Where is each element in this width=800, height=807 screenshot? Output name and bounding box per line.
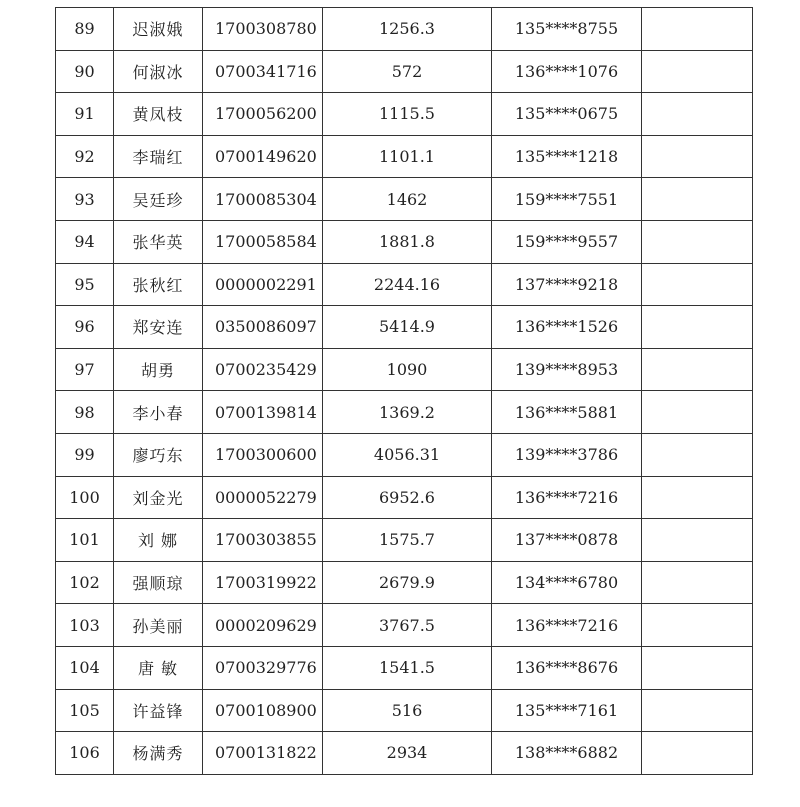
table-row — [56, 391, 753, 434]
phone-cell: 136****8676 — [492, 646, 642, 689]
note-cell — [642, 135, 753, 178]
account-number-cell: 1700319922 — [203, 561, 323, 604]
account-number-cell: 1700085304 — [203, 178, 323, 221]
table-row — [56, 93, 753, 136]
note-cell — [642, 689, 753, 732]
row-number-cell: 94 — [56, 220, 114, 263]
amount-cell: 2679.9 — [323, 561, 492, 604]
note-cell — [642, 561, 753, 604]
row-number-cell: 90 — [56, 50, 114, 93]
amount-cell: 3767.5 — [323, 604, 492, 647]
name-cell: 孙美丽 — [114, 604, 203, 647]
amount-cell: 1101.1 — [323, 135, 492, 178]
phone-cell: 136****7216 — [492, 604, 642, 647]
amount-cell: 1369.2 — [323, 391, 492, 434]
note-cell — [642, 306, 753, 349]
note-cell — [642, 433, 753, 476]
name-cell: 刘 娜 — [114, 519, 203, 562]
row-number-cell: 106 — [56, 732, 114, 775]
table-row — [56, 604, 753, 647]
phone-cell: 135****0675 — [492, 93, 642, 136]
phone-cell: 138****6882 — [492, 732, 642, 775]
row-number-cell: 96 — [56, 306, 114, 349]
account-number-cell: 0700341716 — [203, 50, 323, 93]
amount-cell: 1462 — [323, 178, 492, 221]
account-number-cell: 0700329776 — [203, 646, 323, 689]
amount-cell: 1090 — [323, 348, 492, 391]
amount-cell: 2934 — [323, 732, 492, 775]
note-cell — [642, 178, 753, 221]
row-number-cell: 105 — [56, 689, 114, 732]
phone-cell: 139****3786 — [492, 433, 642, 476]
account-number-cell: 1700308780 — [203, 8, 323, 51]
name-cell: 何淑冰 — [114, 50, 203, 93]
name-cell: 廖巧东 — [114, 433, 203, 476]
table-row — [56, 8, 753, 51]
account-number-cell: 0700139814 — [203, 391, 323, 434]
note-cell — [642, 8, 753, 51]
phone-cell: 136****1076 — [492, 50, 642, 93]
table-row — [56, 135, 753, 178]
name-cell: 刘金光 — [114, 476, 203, 519]
row-number-cell: 101 — [56, 519, 114, 562]
amount-cell: 1541.5 — [323, 646, 492, 689]
row-number-cell: 95 — [56, 263, 114, 306]
phone-cell: 135****8755 — [492, 8, 642, 51]
note-cell — [642, 732, 753, 775]
table-row — [56, 306, 753, 349]
name-cell: 杨满秀 — [114, 732, 203, 775]
account-number-cell: 0000209629 — [203, 604, 323, 647]
amount-cell: 572 — [323, 50, 492, 93]
table-row — [56, 178, 753, 221]
name-cell: 郑安连 — [114, 306, 203, 349]
account-number-cell: 0700235429 — [203, 348, 323, 391]
row-number-cell: 93 — [56, 178, 114, 221]
amount-cell: 1881.8 — [323, 220, 492, 263]
amount-cell: 516 — [323, 689, 492, 732]
row-number-cell: 98 — [56, 391, 114, 434]
account-number-cell: 0700108900 — [203, 689, 323, 732]
name-cell: 吴廷珍 — [114, 178, 203, 221]
note-cell — [642, 391, 753, 434]
phone-cell: 137****9218 — [492, 263, 642, 306]
amount-cell: 1115.5 — [323, 93, 492, 136]
note-cell — [642, 263, 753, 306]
table-row — [56, 220, 753, 263]
phone-cell: 159****7551 — [492, 178, 642, 221]
name-cell: 唐 敏 — [114, 646, 203, 689]
account-number-cell: 1700058584 — [203, 220, 323, 263]
account-number-cell: 0350086097 — [203, 306, 323, 349]
table-row — [56, 50, 753, 93]
account-number-cell: 1700303855 — [203, 519, 323, 562]
row-number-cell: 102 — [56, 561, 114, 604]
account-number-cell: 0700149620 — [203, 135, 323, 178]
account-number-cell: 1700300600 — [203, 433, 323, 476]
name-cell: 黄凤枝 — [114, 93, 203, 136]
row-number-cell: 92 — [56, 135, 114, 178]
name-cell: 迟淑娥 — [114, 8, 203, 51]
note-cell — [642, 476, 753, 519]
name-cell: 胡勇 — [114, 348, 203, 391]
phone-cell: 136****7216 — [492, 476, 642, 519]
table-row — [56, 263, 753, 306]
amount-cell: 2244.16 — [323, 263, 492, 306]
phone-cell: 159****9557 — [492, 220, 642, 263]
table-row — [56, 646, 753, 689]
document-sheet — [55, 7, 752, 775]
note-cell — [642, 646, 753, 689]
row-number-cell: 89 — [56, 8, 114, 51]
table-row — [56, 348, 753, 391]
account-number-cell: 0000002291 — [203, 263, 323, 306]
phone-cell: 134****6780 — [492, 561, 642, 604]
name-cell: 张华英 — [114, 220, 203, 263]
name-cell: 李瑞红 — [114, 135, 203, 178]
row-number-cell: 97 — [56, 348, 114, 391]
account-number-cell: 0700131822 — [203, 732, 323, 775]
table-row — [56, 519, 753, 562]
amount-cell: 5414.9 — [323, 306, 492, 349]
phone-cell: 135****7161 — [492, 689, 642, 732]
table-body — [56, 8, 753, 775]
phone-cell: 139****8953 — [492, 348, 642, 391]
note-cell — [642, 93, 753, 136]
name-cell: 许益锋 — [114, 689, 203, 732]
name-cell: 李小春 — [114, 391, 203, 434]
amount-cell: 1256.3 — [323, 8, 492, 51]
amount-cell: 4056.31 — [323, 433, 492, 476]
note-cell — [642, 604, 753, 647]
note-cell — [642, 519, 753, 562]
note-cell — [642, 220, 753, 263]
amount-cell: 6952.6 — [323, 476, 492, 519]
table-row — [56, 476, 753, 519]
phone-cell: 136****5881 — [492, 391, 642, 434]
name-cell: 强顺琼 — [114, 561, 203, 604]
phone-cell: 135****1218 — [492, 135, 642, 178]
table-row — [56, 561, 753, 604]
row-number-cell: 100 — [56, 476, 114, 519]
data-table — [55, 7, 753, 775]
phone-cell: 137****0878 — [492, 519, 642, 562]
row-number-cell: 104 — [56, 646, 114, 689]
note-cell — [642, 50, 753, 93]
row-number-cell: 99 — [56, 433, 114, 476]
account-number-cell: 1700056200 — [203, 93, 323, 136]
table-row — [56, 433, 753, 476]
table-row — [56, 732, 753, 775]
account-number-cell: 0000052279 — [203, 476, 323, 519]
row-number-cell: 103 — [56, 604, 114, 647]
phone-cell: 136****1526 — [492, 306, 642, 349]
name-cell: 张秋红 — [114, 263, 203, 306]
row-number-cell: 91 — [56, 93, 114, 136]
table-row — [56, 689, 753, 732]
note-cell — [642, 348, 753, 391]
amount-cell: 1575.7 — [323, 519, 492, 562]
